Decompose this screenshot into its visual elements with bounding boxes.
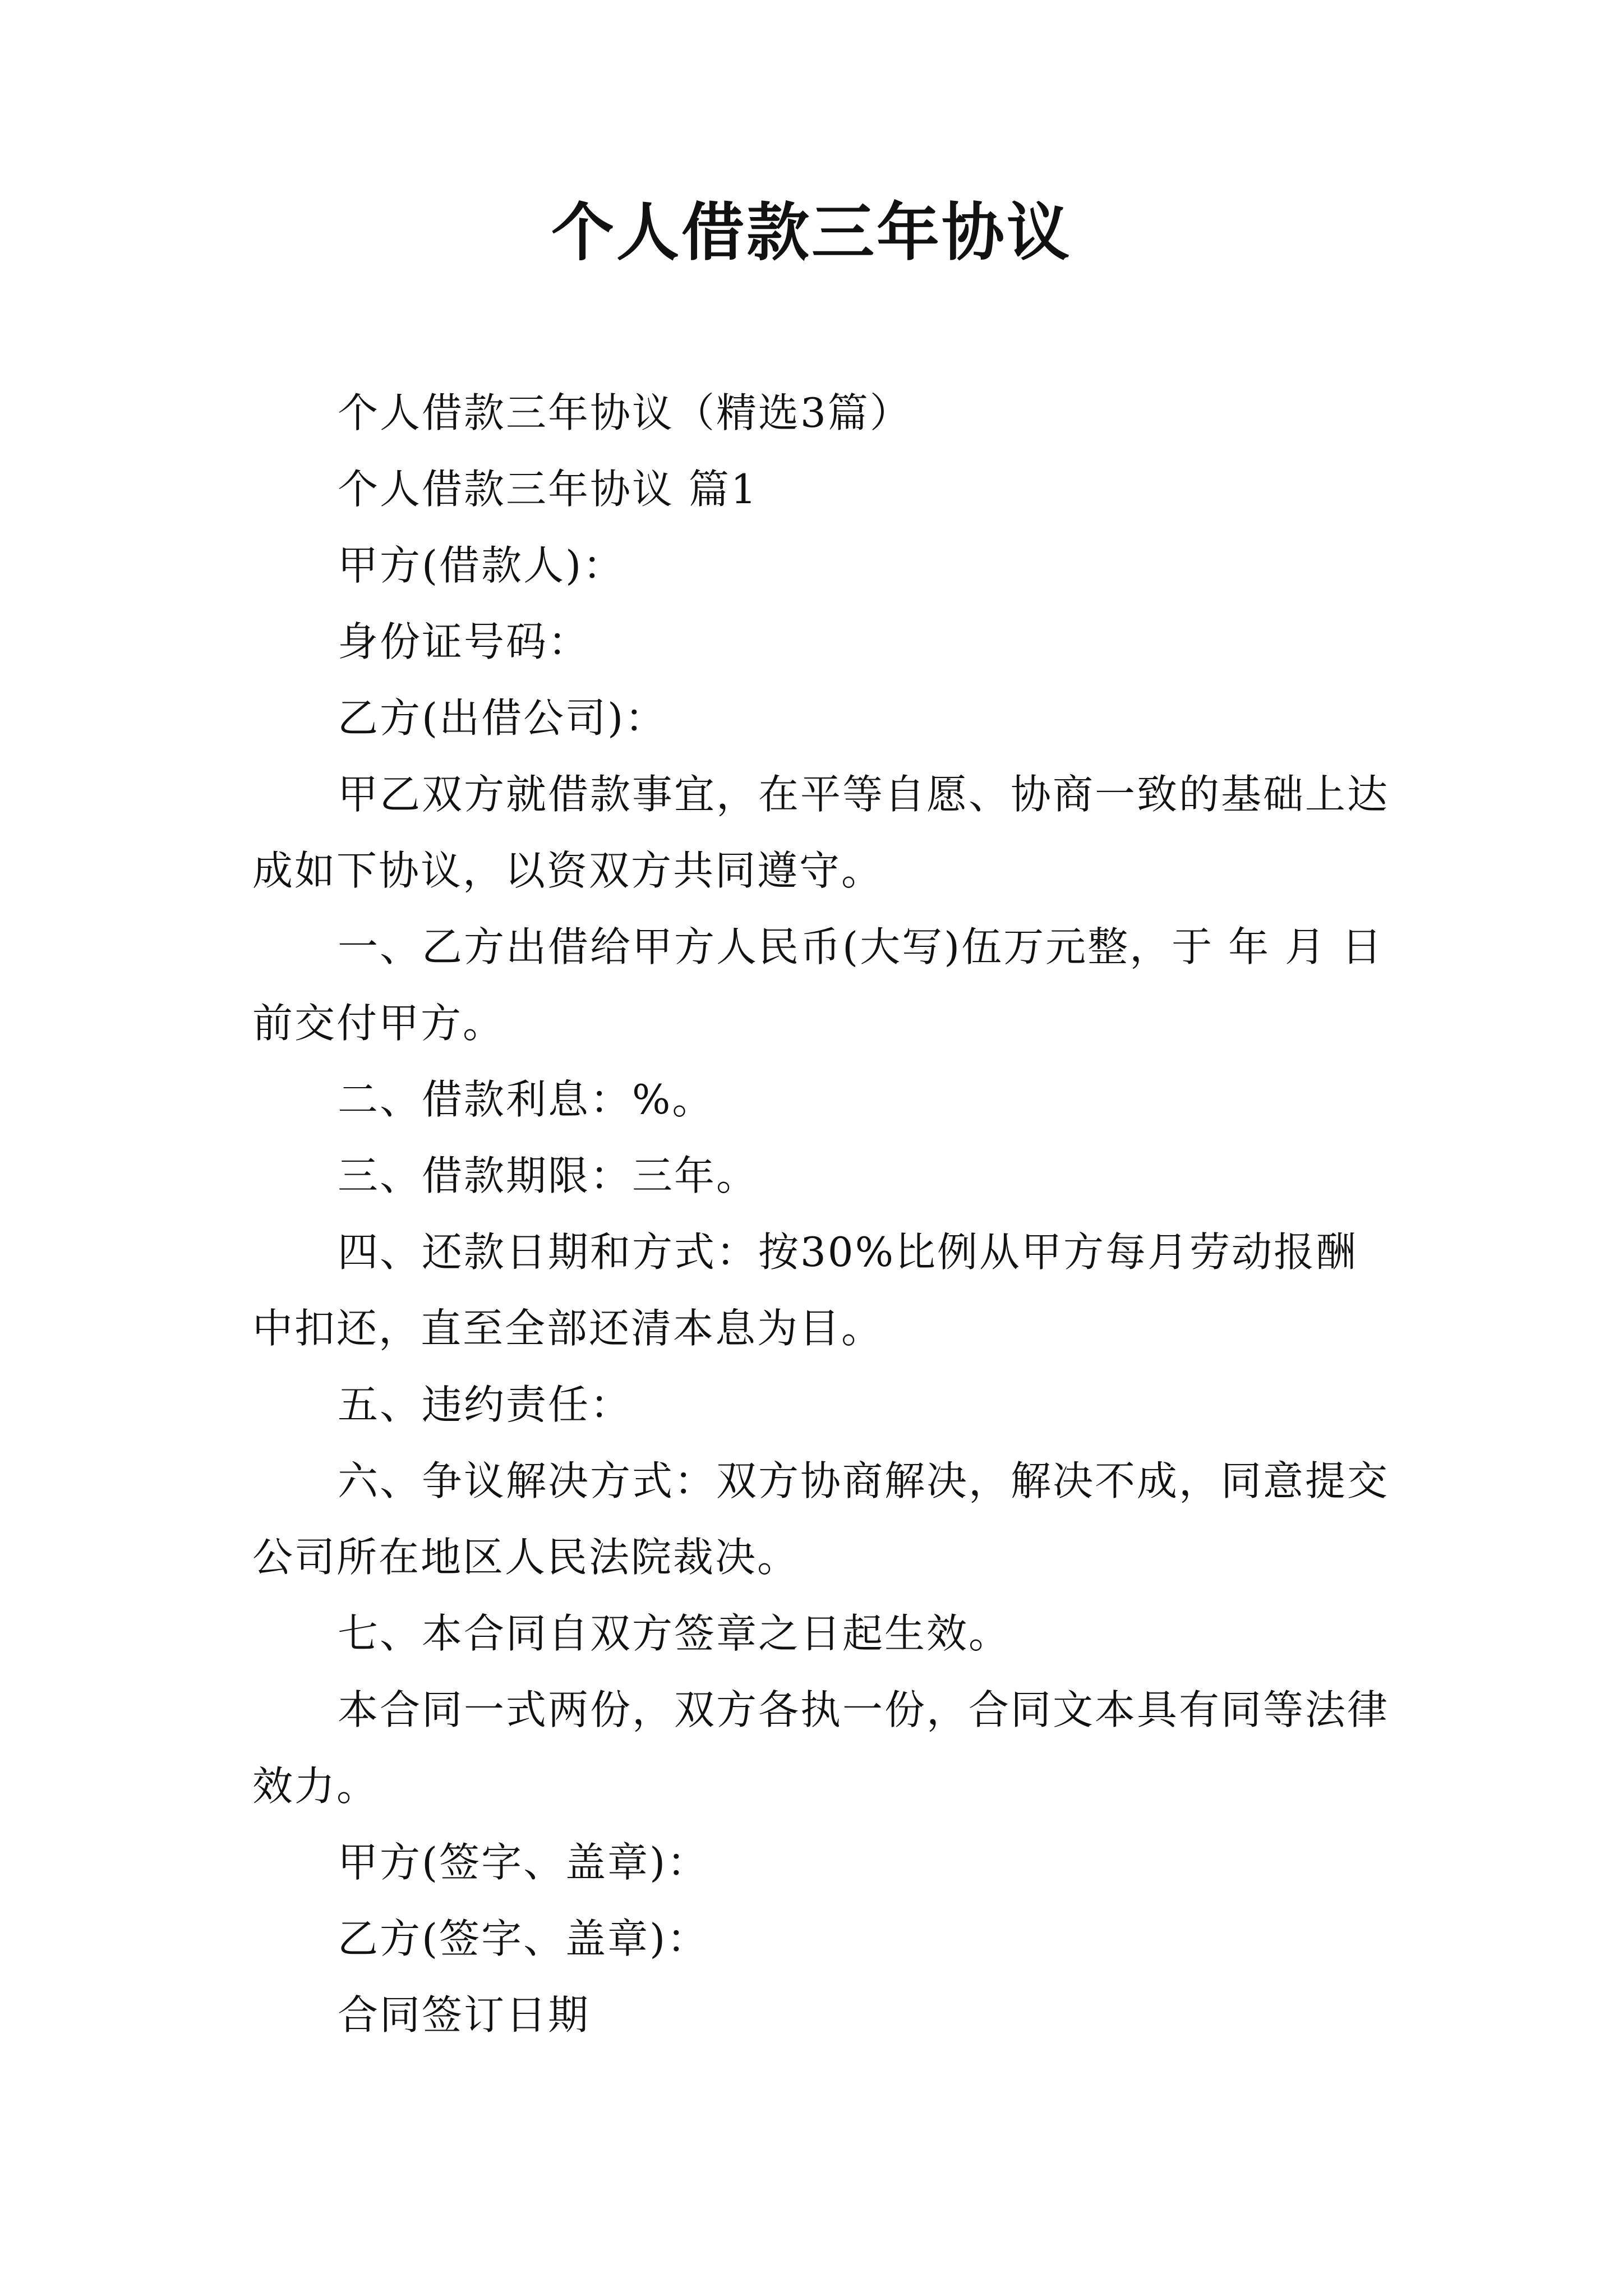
preamble-paragraph: 甲乙双方就借款事宜，在平等自愿、协商一致的基础上达成如下协议，以资双方共同遵守。 [252, 771, 1390, 894]
document-body [252, 375, 1391, 2053]
party-a-signature-line: 甲方(签字、盖章)： [338, 1839, 709, 1886]
article-heading: 个人借款三年协议 篇1 [338, 466, 758, 513]
copies-paragraph: 本合同一式两份，双方各执一份，合同文本具有同等法律效力。 [252, 1686, 1390, 1810]
party-b-line: 乙方(出借公司)： [338, 694, 667, 742]
collection-heading: 个人借款三年协议（精选3篇） [338, 389, 912, 436]
clause-5-liability: 五、违约责任： [338, 1381, 633, 1428]
party-b-signature-line: 乙方(签字、盖章)： [338, 1915, 709, 1962]
clause-3-term: 三、借款期限：三年。 [338, 1152, 759, 1199]
clause-6-dispute: 六、争议解决方式：双方协商解决，解决不成，同意提交公司所在地区人民法院裁决。 [252, 1457, 1390, 1581]
clause-7-effective: 七、本合同自双方签章之日起生效。 [338, 1610, 1011, 1657]
document-title: 个人借款三年协议 [551, 196, 1072, 269]
id-number-line: 身份证号码： [338, 618, 591, 665]
clause-2-interest: 二、借款利息：%。 [338, 1076, 714, 1123]
signing-date-line: 合同签订日期 [338, 1991, 591, 2039]
clause-4-repayment: 四、还款日期和方式：按30%比例从甲方每月劳动报酬中扣还，直至全部还清本息为目。 [252, 1228, 1358, 1352]
clause-1-loan-amount: 一、乙方出借给甲方人民币(大写)伍万元整，于 年 月 日前交付甲方。 [252, 923, 1384, 1047]
party-a-line: 甲方(借款人)： [338, 542, 625, 589]
